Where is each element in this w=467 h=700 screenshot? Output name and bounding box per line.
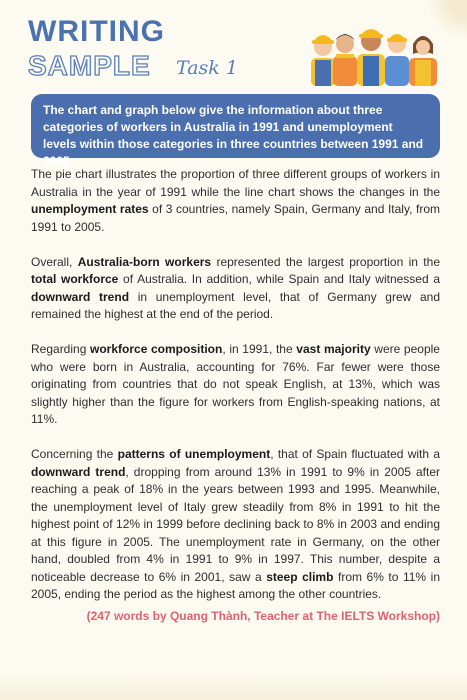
key-phrase: vast majority (296, 342, 371, 356)
key-phrase: downward trend (31, 464, 126, 479)
group-of-workers-illustration (309, 14, 441, 86)
paragraph-body-2: Concerning the patterns of unemployment, that of Spain fluctuated with a downward trend, dropping from around 13% in 1991 to 9% in 2005 after reaching a peak of 18% in the years between 1993 and 1995. Meanwhile, the unemployment level of Italy grew steadily from 8% in 1991 to hit the highest point of 12% in 1999 before declining back to 8% in 2003 and ending at this figure in 2005. The unemployment rate in Germany, on the other hand, doubled from 4% in 1991 to 9% in 1997. This number, despite a noticeable decrease to 6% in 2001, saw a steep climb from 6% to 11% in 2005, ending the period as the highest among the other countries. (31, 447, 440, 601)
key-phrase: steep climb (266, 569, 334, 584)
title-sample: SAMPLE (28, 50, 151, 81)
key-phrase: workforce composition (90, 342, 223, 356)
worker-figure (311, 35, 335, 86)
key-phrase: total workforce (31, 272, 119, 286)
worker-figure (357, 29, 385, 86)
worker-figure (333, 34, 357, 86)
task-label: Task 1 (176, 57, 238, 79)
title-writing: WRITING (28, 15, 165, 48)
paragraph-overview: Overall, Australia-born workers represented the largest proportion in the total workforce of Australia. In addition, while Spain and Italy witnessed a downward trend in unemployment level, that of Germany grew and remained the highest at the end of the period. (31, 254, 441, 321)
key-phrase: unemployment rates (31, 202, 149, 216)
bottom-decoration (0, 670, 467, 700)
worker-figure (409, 36, 437, 86)
key-phrase: downward trend (31, 289, 130, 304)
key-phrase: Australia-born workers (77, 254, 212, 269)
author-credit: (247 words by Quang Thành, Teacher at The IELTS Workshop) (86, 609, 440, 623)
paragraph-body-1: Regarding workforce composition, in 1991, the vast majority were people who were born in Australia, accounting for 76%. Far fewer were those originating from countries that do not speak English, at 13%, which was slightly higher than the figure for workers from English-speaking nations, at 11%. (31, 342, 440, 426)
key-phrase: patterns of unemployment (117, 447, 271, 461)
essay-body (31, 166, 440, 621)
worker-figure (385, 34, 409, 86)
task-prompt-banner: The chart and graph below give the information about three categories of workers in Australia in 1991 and unemployment levels within those categories in three countries between 1991 and 2005 (31, 94, 440, 158)
paragraph-introduction: The pie chart illustrates the proportion of three different groups of workers in Australia in the year of 1991 while the line chart shows the changes in the unemployment rates of 3 countries, namely Spain, Germany and Italy, from 1991 to 2005. (31, 167, 440, 234)
